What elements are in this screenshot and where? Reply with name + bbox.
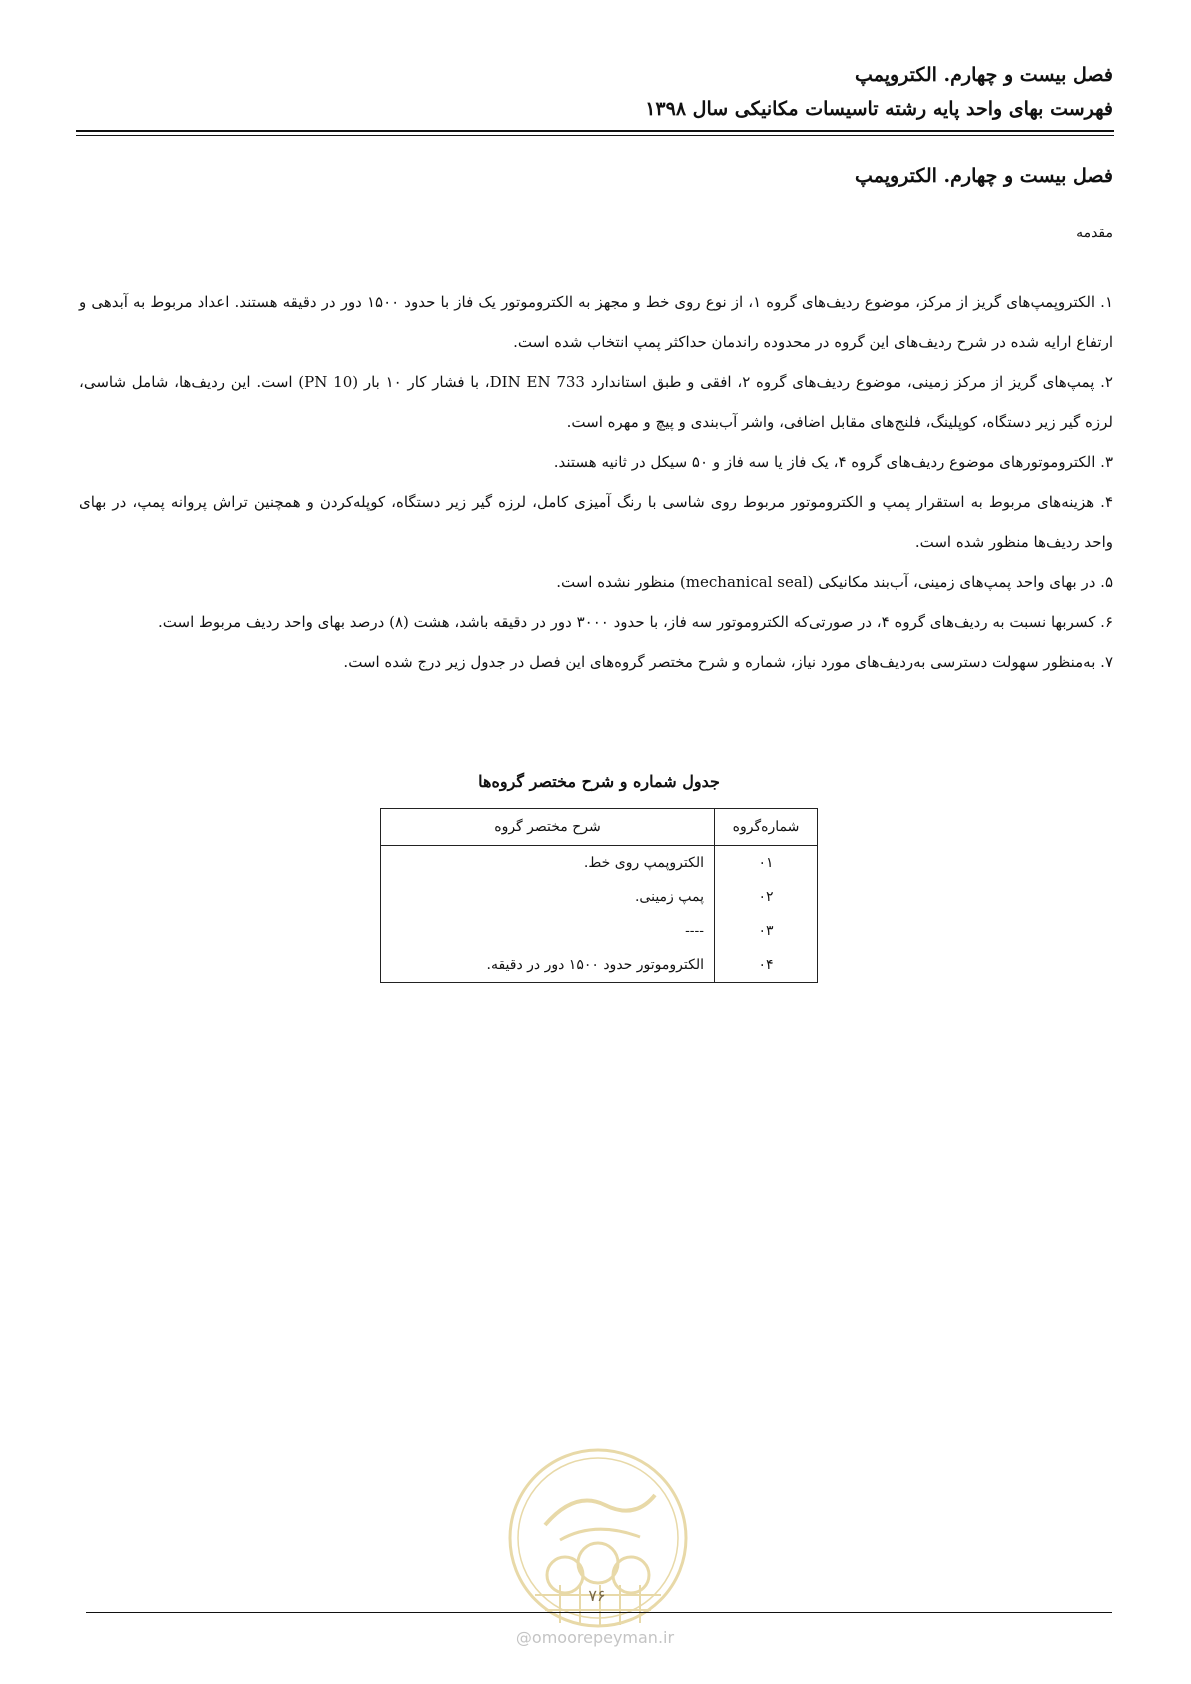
header-catalog-title: فهرست بهای واحد پایه رشته تاسیسات مکانیکی سال ۱۳۹۸ — [645, 98, 1113, 120]
paragraph-5: ۵. در بهای واحد پمپ‌های زمینی، آب‌بند مکانیکی (mechanical seal) منظور نشده است. — [556, 573, 1113, 591]
header-chapter-title: فصل بیست و چهارم. الکتروپمپ — [855, 64, 1113, 86]
group-description-cell: ---- — [381, 914, 715, 948]
group-number-cell: ۰۲ — [715, 880, 818, 914]
groups-table — [380, 808, 818, 983]
paragraph-3: ۳. الکتروموتورهای موضوع ردیف‌های گروه ۴، یک فاز یا سه فاز و ۵۰ سیکل در ثانیه هستند. — [553, 453, 1113, 471]
running-header — [79, 58, 1113, 126]
group-description-cell: الکتروموتور حدود ۱۵۰۰ دور در دقیقه. — [381, 948, 715, 983]
footer-rule — [86, 1612, 1112, 1613]
table-header-row — [381, 809, 818, 846]
table-row — [381, 948, 818, 983]
group-description-cell: الکتروپمپ روی خط. — [381, 846, 715, 881]
group-number-cell: ۰۳ — [715, 914, 818, 948]
paragraph-1: ۱. الکتروپمپ‌های گریز از مرکز، موضوع ردیف‌های گروه ۱، از نوع روی خط و مجهز به الکتروموتور یک فاز با حدود ۱۵۰۰ دور در دقیقه هستند. اعداد مربوط به آبدهی و ارتفاع ارایه شده در شرح ردیف‌های این گروه در محدوده راندمان حداکثر پمپ انتخاب شده است. — [79, 293, 1114, 351]
introduction-paragraphs — [79, 282, 1113, 682]
page-number: ۷۶ — [588, 1586, 606, 1605]
header-rule-thick — [76, 130, 1114, 132]
table-row — [381, 914, 818, 948]
paragraph-6: ۶. کسربها نسبت به ردیف‌های گروه ۴، در صورتی‌که الکتروموتور سه فاز، با حدود ۳۰۰۰ دور در دقیقه باشد، هشت (۸) درصد بهای واحد ردیف مربوط است. — [158, 613, 1113, 631]
table-row — [381, 846, 818, 881]
table-row — [381, 880, 818, 914]
paragraph-4: ۴. هزینه‌های مربوط به استقرار پمپ و الکتروموتور مربوط روی شاسی با رنگ آمیزی کامل، لرزه گیر زیر دستگاه، کوپله‌کردن و همچنین تراش پروانه پمپ، در بهای واحد ردیف‌ها منظور شده است. — [79, 493, 1113, 551]
header-group-number: شماره‌گروه — [715, 809, 818, 846]
paragraph-7: ۷. به‌منظور سهولت دسترسی به‌ردیف‌های مورد نیاز، شماره و شرح مختصر گروه‌های این فصل در جدول زیر درج شده است. — [343, 653, 1113, 671]
header-group-description: شرح مختصر گروه — [381, 809, 715, 846]
section-title: فصل بیست و چهارم. الکتروپمپ — [855, 165, 1113, 187]
paragraph-2: ۲. پمپ‌های گریز از مرکز زمینی، موضوع ردیف‌های گروه ۲، افقی و طبق استاندارد DIN EN 733، با فشار کار ۱۰ بار (PN 10) است. این ردیف‌ها، شامل شاسی، لرزه گیر زیر دستگاه، کوپلینگ، فلنج‌های مقابل اضافی، واشر آب‌بندی و پیچ و مهره است. — [79, 373, 1113, 431]
table-caption: جدول شماره و شرح مختصر گروه‌ها — [478, 772, 720, 791]
header-rule-thin — [76, 135, 1114, 136]
group-number-cell: ۰۴ — [715, 948, 818, 983]
group-description-cell: پمپ زمینی. — [381, 880, 715, 914]
watermark-site-text: @omoorepeyman.ir — [515, 1628, 675, 1647]
intro-label: مقدمه — [1076, 225, 1113, 241]
group-number-cell: ۰۱ — [715, 846, 818, 881]
